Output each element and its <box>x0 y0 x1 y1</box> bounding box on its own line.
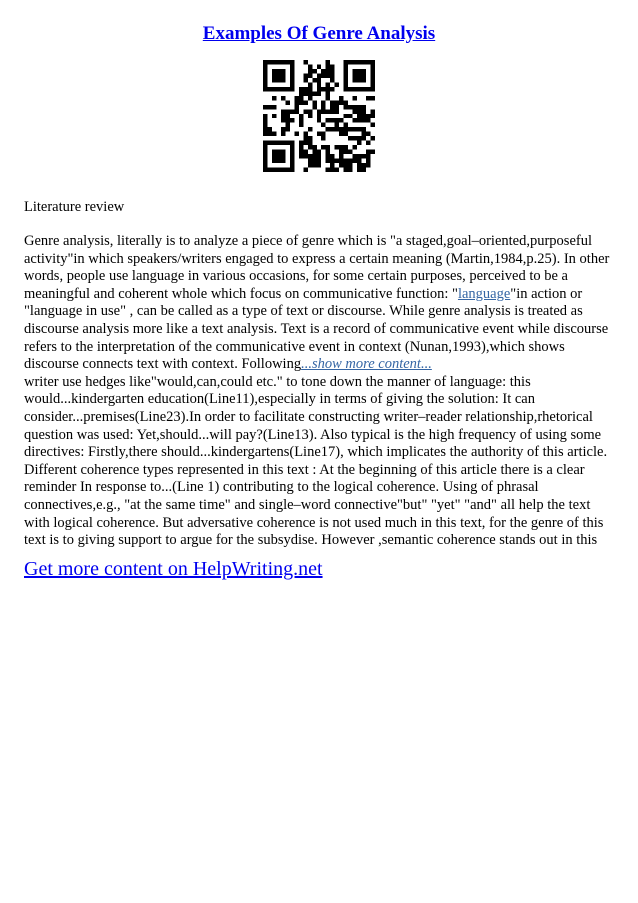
language-link[interactable]: language <box>457 285 511 302</box>
body-line: connectives,e.g., "at the same time" and single–word connective"but" "yet" "and" all help the text <box>24 496 591 513</box>
body-line: words, people use language in various occasions, for some certain purposes, perceived to be a <box>24 268 568 285</box>
body-line: discourse connects text with context. Following...show more content... <box>24 356 432 373</box>
body-line: directives: Firstly,there should...kindergartens(Line17), which implicates the authority of this article. <box>24 444 608 461</box>
body-line: "language in use" , can be called as a type of text or discourse. While genre analysis is treated as <box>24 303 583 320</box>
body-line: question was used: Yet,should...will pay?(Line13). Also typical is the high frequency of using some <box>24 426 602 443</box>
body-line: activity"in which speakers/writers engaged to express a certain meaning (Martin,1984,p.25). In other <box>24 250 610 267</box>
body-line: discourse analysis more like a text analysis. Text is a record of communicative event while discourse <box>24 320 609 337</box>
body-text <box>24 233 616 550</box>
body-line: Different coherence types represented in this text : At the beginning of this article there is a clear <box>24 461 585 478</box>
show-more-link[interactable]: ...show more content... <box>301 356 432 373</box>
body-line: reminder In response to...(Line 1) contributing to the logical coherence. Using of phrasal <box>24 479 539 496</box>
document-title[interactable]: Examples Of Genre Analysis <box>202 23 436 44</box>
body-line: would...kindergarten education(Line11),especially in terms of giving the solution: It can <box>24 391 535 408</box>
footer-link[interactable]: Get more content on HelpWriting.net <box>24 558 323 580</box>
body-line: text is to giving support to argue for the subsydise. However ,semantic coherence stands out in this <box>24 532 598 549</box>
body-line: refers to the interpretation of the communicative event in context (Nunan,1993),which shows <box>24 338 565 355</box>
body-line: writer use hedges like"would,can,could etc." to tone down the manner of language: this <box>24 373 531 390</box>
body-line: consider...premises(Line23).In order to facilitate constructing writer–reader relationship,rhetorical <box>24 408 593 425</box>
body-line: with logical coherence. But adversative coherence is not used much in this text, for the genre of this <box>24 514 604 531</box>
body-line: meaningful and coherent whole which focus on communicative function: "language"in action or <box>24 285 583 302</box>
section-heading: Literature review <box>24 199 125 215</box>
body-line: Genre analysis, literally is to analyze a piece of genre which is "a staged,goal–oriented,purposeful <box>24 233 592 249</box>
qr-code-icon <box>263 60 375 172</box>
